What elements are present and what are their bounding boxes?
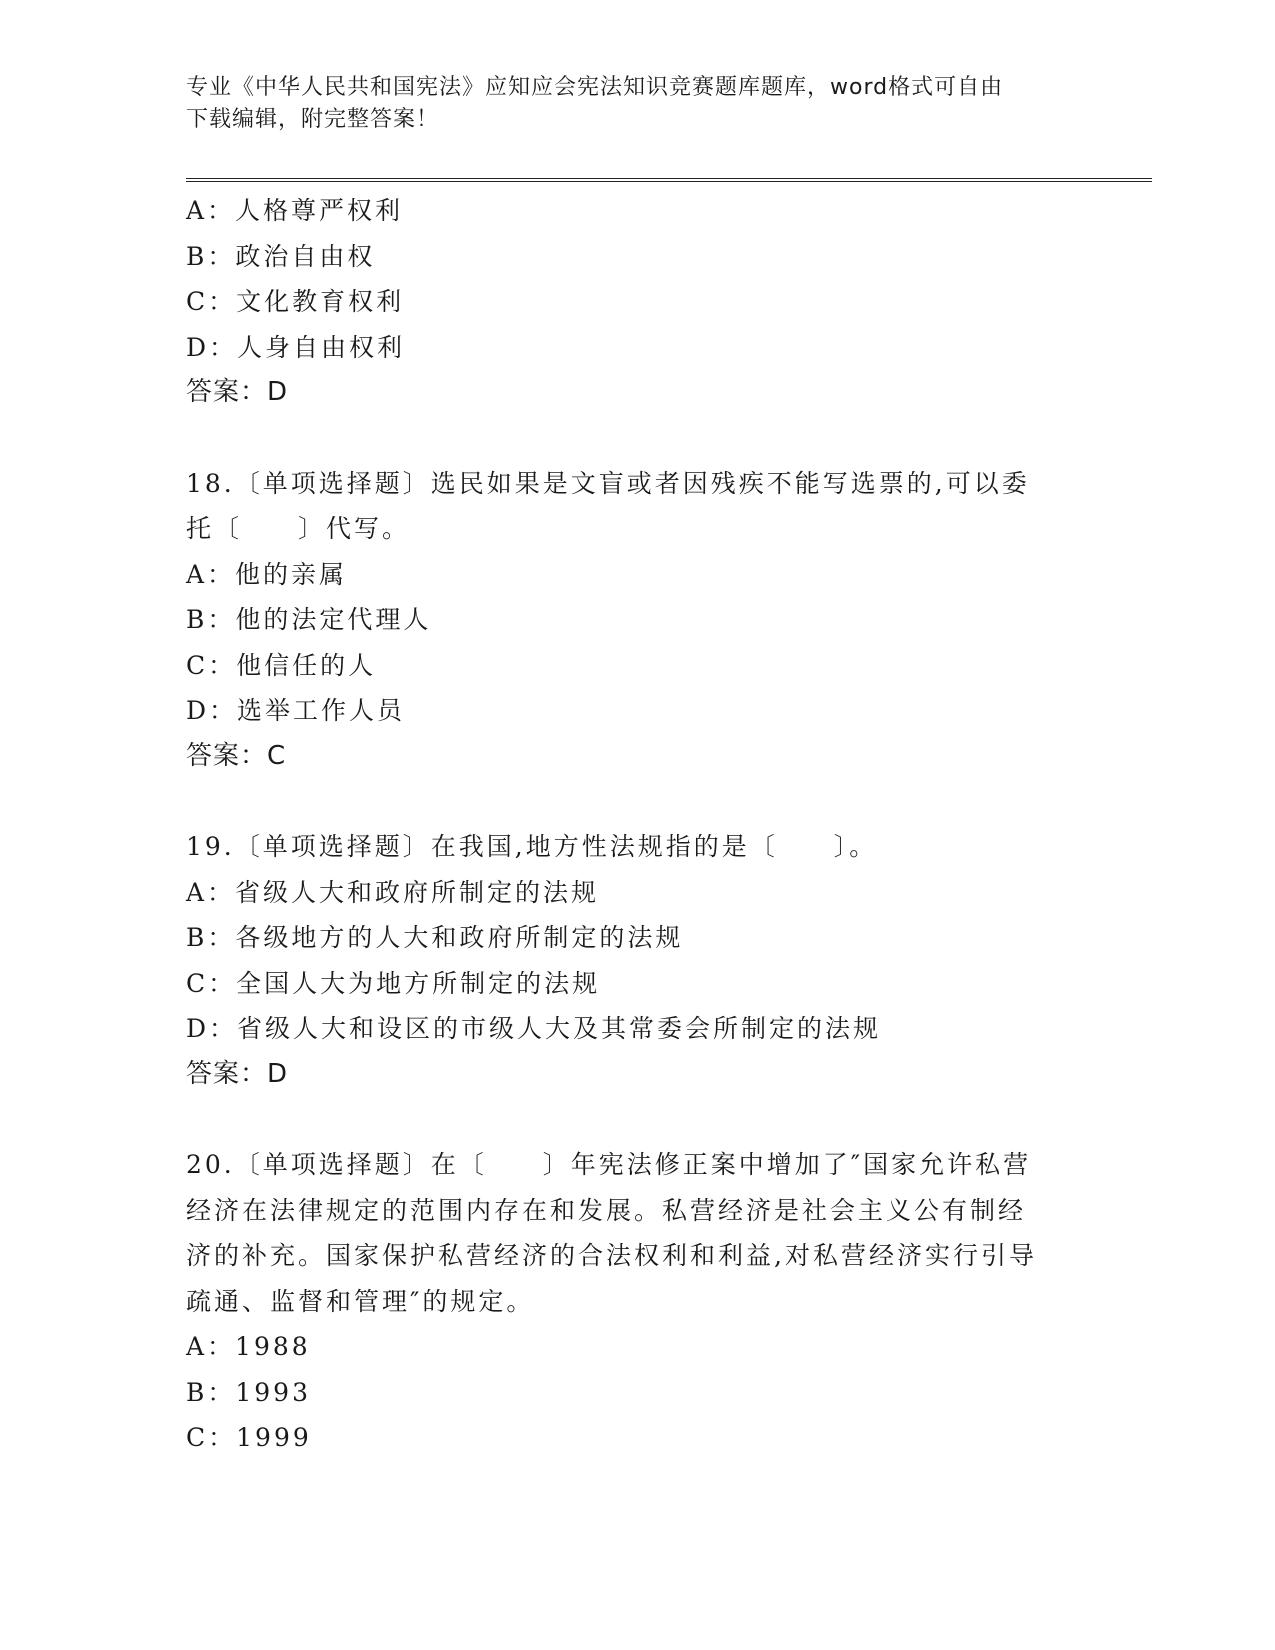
option-b: B：他的法定代理人 <box>186 605 432 634</box>
question-18 <box>186 461 1086 780</box>
option-a: A：省级人大和政府所制定的法规 <box>186 877 600 907</box>
option-b: B：各级地方的人大和政府所制定的法规 <box>186 923 684 952</box>
question-stem-line: 18.〔单项选择题〕选民如果是文盲或者因残疾不能写选票的,可以委 <box>186 468 1030 498</box>
option-a: A：1988 <box>186 1332 311 1361</box>
header-line-1: 专业《中华人民共和国宪法》应知应会宪法知识竞赛题库题库，word格式可自由 <box>186 75 1004 100</box>
option-c: C：文化教育权利 <box>186 287 405 316</box>
question-17 <box>186 188 1086 416</box>
question-stem-line: 托〔 〕代写。 <box>186 514 411 543</box>
answer: 答案：D <box>186 377 289 407</box>
option-a: A：他的亲属 <box>186 559 348 589</box>
document-header <box>186 72 1086 136</box>
document-content <box>186 188 1086 1461</box>
answer: 答案：C <box>186 740 287 771</box>
option-b: B：1993 <box>186 1377 311 1407</box>
question-19 <box>186 824 1086 1097</box>
question-stem-line: 20.〔单项选择题〕在〔 〕年宪法修正案中增加了″国家允许私营 <box>186 1150 1032 1179</box>
header-line-2: 下载编辑，附完整答案！ <box>186 107 440 132</box>
option-a: A：人格尊严权利 <box>186 196 404 225</box>
option-d: D：人身自由权利 <box>186 332 406 362</box>
question-stem-line: 19.〔单项选择题〕在我国,地方性法规指的是〔 〕。 <box>186 832 878 861</box>
question-stem-line: 经济在法律规定的范围内存在和发展。私营经济是社会主义公有制经 <box>186 1195 1027 1225</box>
option-b: B：政治自由权 <box>186 241 376 271</box>
header-divider <box>186 178 1152 182</box>
answer: 答案：D <box>186 1058 289 1089</box>
question-stem-line: 疏通、监督和管理″的规定。 <box>186 1286 535 1316</box>
option-c: C：1999 <box>186 1423 312 1452</box>
option-d: D：省级人大和设区的市级人大及其常委会所制定的法规 <box>186 1014 882 1043</box>
question-stem-line: 济的补充。国家保护私营经济的合法权利和利益,对私营经济实行引导 <box>186 1241 1037 1270</box>
option-c: C：全国人大为地方所制定的法规 <box>186 968 601 998</box>
question-20 <box>186 1142 1086 1461</box>
option-c: C：他信任的人 <box>186 650 377 680</box>
option-d: D：选举工作人员 <box>186 696 406 725</box>
